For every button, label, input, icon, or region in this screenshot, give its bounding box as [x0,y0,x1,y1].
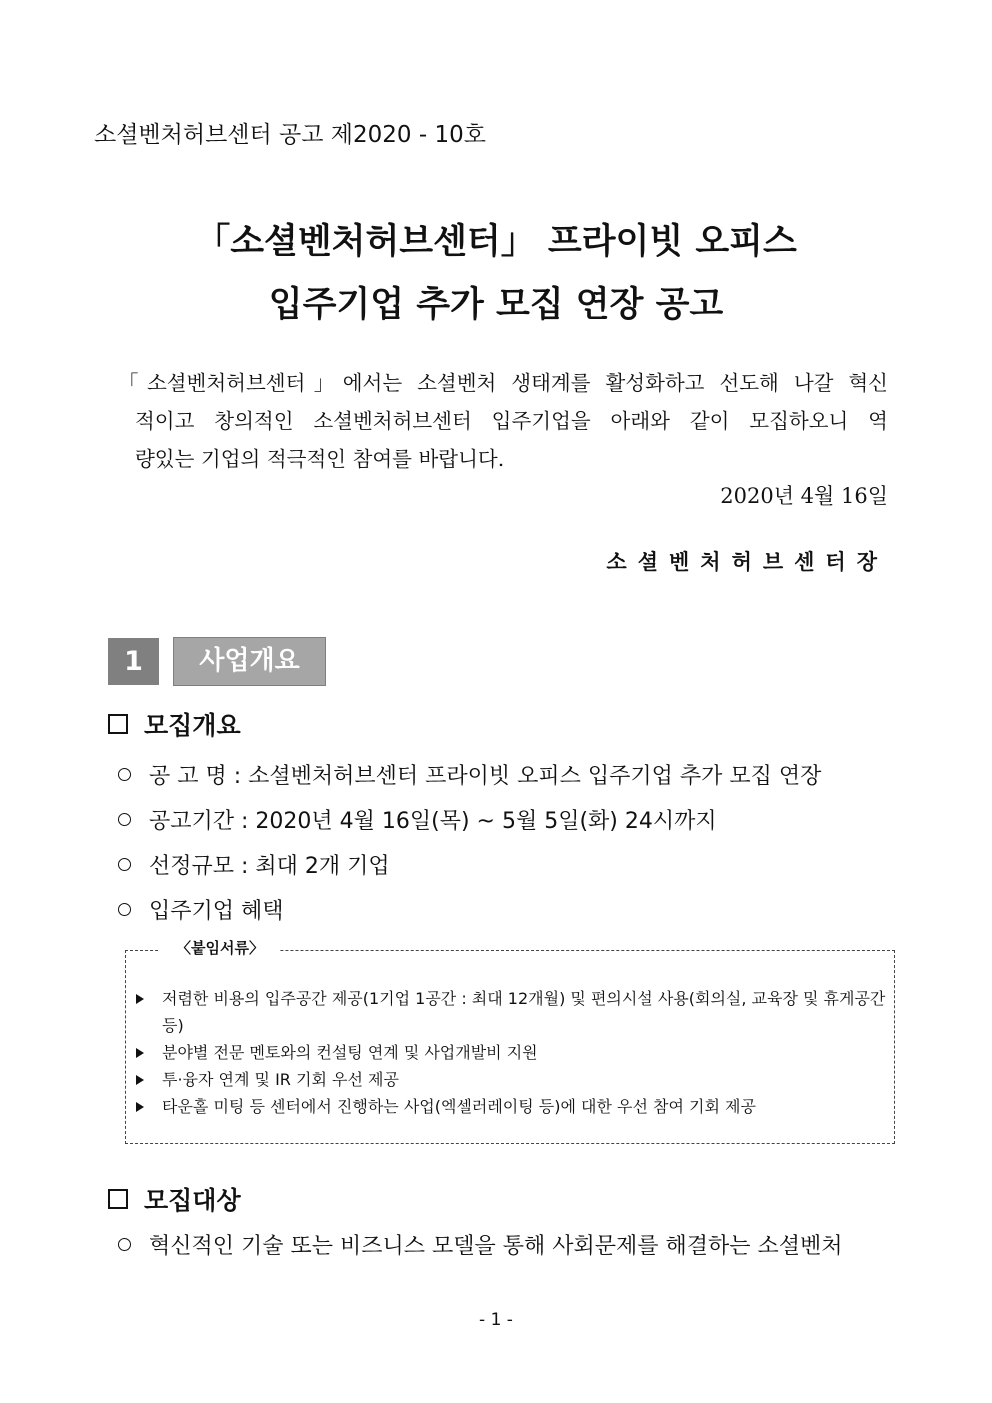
list-item-text: 혁신적인 기술 또는 비즈니스 모델을 통해 사회문제를 해결하는 소셜벤처 [149,1234,843,1259]
triangle-bullet-icon [136,1048,144,1058]
notice-number: 소셜벤처허브센터 공고 제2020 - 10호 [94,122,486,148]
recruit-overview-heading [108,706,241,742]
circle-bullet-icon [118,903,131,916]
document-title-line-1: 「소셜벤처허브센터」 프라이빗 오피스 [195,222,797,262]
benefit-text: 투·융자 연계 및 IR 기회 우선 제공 [162,1070,399,1089]
benefit-item [136,1066,886,1093]
benefit-text: 저렴한 비용의 입주공간 제공(1기업 1공간 : 최대 12개월) 및 편의시설 사용(회의실, 교육장 및 휴게공간 등) [162,989,886,1035]
benefit-item [136,985,886,1039]
square-bullet-icon [108,714,128,734]
section-title: 사업개요 [173,637,326,686]
attachment-label: 〈붙임서류〉 [160,937,280,958]
list-item-text: 공 고 명 : 소셜벤처허브센터 프라이빗 오피스 입주기업 추가 모집 연장 [149,764,822,789]
notice-date: 2020년 4월 16일 [720,484,888,508]
list-item [118,759,821,790]
intro-line: 「소셜벤처허브센터」에서는 소셜벤처 생태계를 활성화하고 선도해 나갈 혁신 [118,371,888,395]
benefit-item [136,1039,886,1066]
benefit-text: 타운홀 미팅 등 센터에서 진행하는 사업(엑셀러레이팅 등)에 대한 우선 참여 기회 제공 [162,1097,756,1116]
list-item-text: 입주기업 혜택 [149,899,284,924]
square-bullet-icon [108,1189,128,1209]
list-item-text: 선정규모 : 최대 2개 기업 [149,854,390,879]
circle-bullet-icon [118,1238,131,1251]
benefit-list [136,985,886,1120]
list-item [118,1229,843,1260]
triangle-bullet-icon [136,1102,144,1112]
triangle-bullet-icon [136,994,144,1004]
recruit-target-heading [108,1181,241,1217]
signer: 소셜벤처허브센터장 [606,549,888,574]
list-item [118,804,717,835]
circle-bullet-icon [118,768,131,781]
list-item [118,894,284,925]
section-number: 1 [108,638,159,685]
page-number: - 1 - [479,1310,513,1330]
list-item-text: 공고기간 : 2020년 4월 16일(목) ~ 5월 5일(화) 24시까지 [149,809,717,834]
circle-bullet-icon [118,813,131,826]
heading-label: 모집개요 [144,711,241,740]
benefit-item [136,1093,886,1120]
document-title-line-2: 입주기업 추가 모집 연장 공고 [268,285,724,325]
heading-label: 모집대상 [144,1186,241,1215]
intro-paragraph [118,364,888,478]
list-item [118,849,390,880]
intro-line: 량있는 기업의 적극적인 참여를 바랍니다. [135,447,505,471]
circle-bullet-icon [118,858,131,871]
intro-line: 적이고 창의적인 소셜벤처허브센터 입주기업을 아래와 같이 모집하오니 역 [135,409,888,433]
benefit-text: 분야별 전문 멘토와의 컨설팅 연계 및 사업개발비 지원 [162,1043,538,1062]
triangle-bullet-icon [136,1075,144,1085]
